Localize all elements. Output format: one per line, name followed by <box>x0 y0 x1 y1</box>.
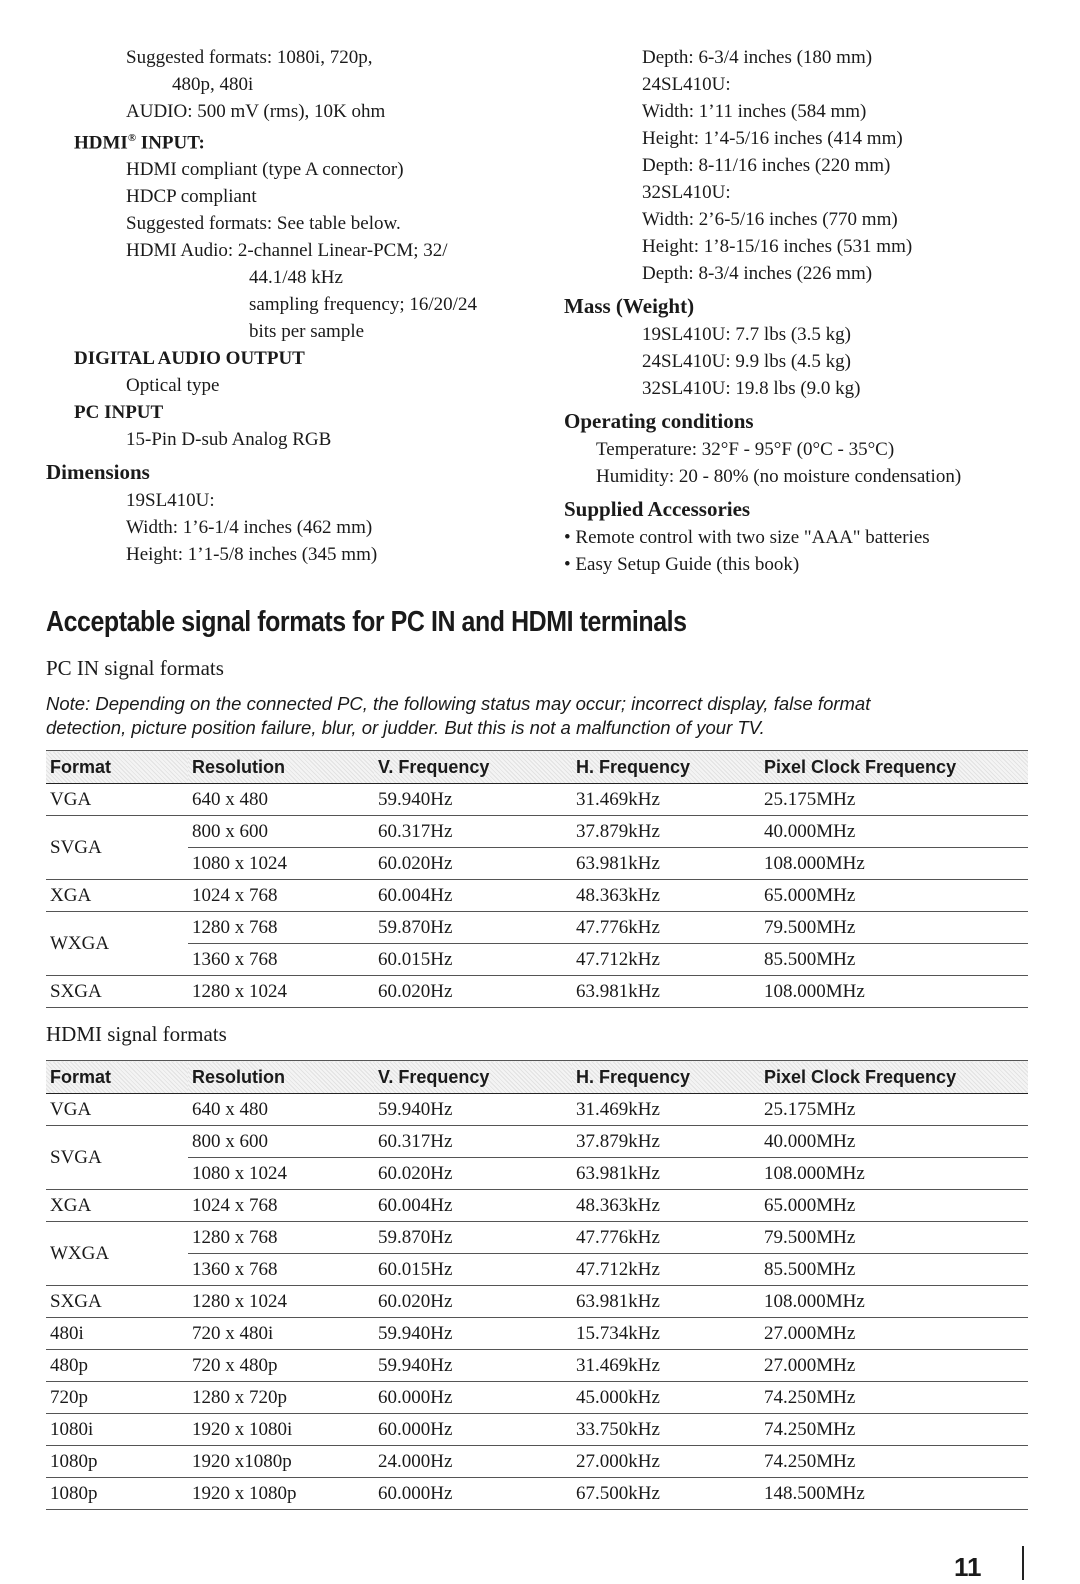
cell-format: XGA <box>46 880 188 912</box>
cell-resolution: 1280 x 768 <box>188 1222 374 1254</box>
cell-h-frequency: 33.750kHz <box>572 1414 760 1446</box>
right-spec-column <box>564 44 1044 578</box>
spec-line: 32SL410U: <box>642 182 731 203</box>
accessory-item: • Easy Setup Guide (this book) <box>564 554 800 575</box>
cell-resolution: 1024 x 768 <box>188 880 374 912</box>
cell-v-frequency: 60.020Hz <box>374 1286 572 1318</box>
cell-pixel-clock: 40.000MHz <box>760 816 1028 848</box>
cell-v-frequency: 60.004Hz <box>374 1190 572 1222</box>
cell-h-frequency: 48.363kHz <box>572 880 760 912</box>
cell-h-frequency: 47.776kHz <box>572 1222 760 1254</box>
table-row <box>46 1350 1028 1382</box>
cell-v-frequency: 59.940Hz <box>374 1350 572 1382</box>
spec-line: AUDIO: 500 mV (rms), 10K ohm <box>126 101 386 122</box>
cell-v-frequency: 60.000Hz <box>374 1478 572 1510</box>
cell-h-frequency: 37.879kHz <box>572 816 760 848</box>
cell-v-frequency: 60.000Hz <box>374 1414 572 1446</box>
cell-pixel-clock: 74.250MHz <box>760 1414 1028 1446</box>
hdmi-section-title: HDMI signal formats <box>46 1022 227 1046</box>
spec-line: Width: 1’6-1/4 inches (462 mm) <box>126 517 373 539</box>
cell-h-frequency: 67.500kHz <box>572 1478 760 1510</box>
spec-line: Width: 2’6-5/16 inches (770 mm) <box>642 209 898 230</box>
cell-pixel-clock: 148.500MHz <box>760 1478 1028 1510</box>
spec-line: 44.1/48 kHz <box>249 267 343 289</box>
cell-resolution: 1280 x 1024 <box>188 1286 374 1318</box>
spec-line: Optical type <box>126 375 220 397</box>
spec-line: 24SL410U: <box>642 74 731 95</box>
table-row <box>46 1222 1028 1254</box>
note-line: detection, picture position failure, blur, or judder. But this is not a malfunction of your TV. <box>46 717 765 738</box>
cell-h-frequency: 31.469kHz <box>572 784 760 816</box>
table-header-row <box>46 1061 1028 1094</box>
spec-line: Humidity: 20 - 80% (no moisture condensation) <box>596 466 962 487</box>
spec-line: Height: 1’8-15/16 inches (531 mm) <box>642 236 913 257</box>
cell-pixel-clock: 65.000MHz <box>760 880 1028 912</box>
cell-h-frequency: 47.712kHz <box>572 944 760 976</box>
cell-v-frequency: 60.317Hz <box>374 1126 572 1158</box>
table-row <box>46 880 1028 912</box>
table-row <box>46 944 1028 976</box>
spec-line: Depth: 6-3/4 inches (180 mm) <box>642 47 873 68</box>
cell-resolution: 1920 x 1080i <box>188 1414 374 1446</box>
mass-heading: Mass (Weight) <box>564 294 695 318</box>
cell-format: SVGA <box>46 816 188 880</box>
cell-format: SVGA <box>46 1126 188 1190</box>
cell-h-frequency: 63.981kHz <box>572 976 760 1008</box>
spec-line: bits per sample <box>249 321 365 343</box>
header-pixel-clock: Pixel Clock Frequency <box>760 1061 1028 1094</box>
cell-v-frequency: 59.940Hz <box>374 1094 572 1126</box>
accessory-item: • Remote control with two size "AAA" batteries <box>564 527 930 548</box>
cell-format: WXGA <box>46 1222 188 1286</box>
cell-v-frequency: 24.000Hz <box>374 1446 572 1478</box>
spec-line: HDMI compliant (type A connector) <box>126 159 404 181</box>
table-row <box>46 1478 1028 1510</box>
table-row <box>46 1286 1028 1318</box>
spec-line: Suggested formats: See table below. <box>126 213 401 235</box>
cell-h-frequency: 37.879kHz <box>572 1126 760 1158</box>
cell-format: 720p <box>46 1382 188 1414</box>
cell-pixel-clock: 74.250MHz <box>760 1446 1028 1478</box>
cell-v-frequency: 60.317Hz <box>374 816 572 848</box>
cell-format: VGA <box>46 1094 188 1126</box>
cell-v-frequency: 59.870Hz <box>374 1222 572 1254</box>
cell-format: SXGA <box>46 1286 188 1318</box>
cell-resolution: 640 x 480 <box>188 784 374 816</box>
cell-format: SXGA <box>46 976 188 1008</box>
table-header-row <box>46 751 1028 784</box>
cell-resolution: 720 x 480i <box>188 1318 374 1350</box>
spec-line: 19SL410U: 7.7 lbs (3.5 kg) <box>642 324 851 345</box>
header-resolution: Resolution <box>188 1061 374 1094</box>
cell-v-frequency: 60.020Hz <box>374 1158 572 1190</box>
cell-resolution: 1920 x 1080p <box>188 1478 374 1510</box>
table-row <box>46 848 1028 880</box>
hdmi-signal-table <box>46 1060 1028 1510</box>
operating-conditions-heading: Operating conditions <box>564 409 754 433</box>
cell-resolution: 1920 x1080p <box>188 1446 374 1478</box>
cell-h-frequency: 63.981kHz <box>572 1158 760 1190</box>
cell-h-frequency: 47.712kHz <box>572 1254 760 1286</box>
cell-h-frequency: 31.469kHz <box>572 1350 760 1382</box>
header-pixel-clock: Pixel Clock Frequency <box>760 751 1028 784</box>
cell-v-frequency: 60.020Hz <box>374 848 572 880</box>
cell-h-frequency: 31.469kHz <box>572 1094 760 1126</box>
cell-format: 1080i <box>46 1414 188 1446</box>
cell-h-frequency: 63.981kHz <box>572 1286 760 1318</box>
cell-h-frequency: 27.000kHz <box>572 1446 760 1478</box>
cell-h-frequency: 47.776kHz <box>572 912 760 944</box>
cell-v-frequency: 60.015Hz <box>374 944 572 976</box>
cell-resolution: 1080 x 1024 <box>188 848 374 880</box>
page-title: Acceptable signal formats for PC IN and HDMI terminals <box>46 606 687 638</box>
table-row <box>46 1414 1028 1446</box>
header-v-frequency: V. Frequency <box>374 1061 572 1094</box>
cell-pixel-clock: 108.000MHz <box>760 848 1028 880</box>
page-number: 11 <box>954 1552 982 1582</box>
table-row <box>46 1190 1028 1222</box>
cell-v-frequency: 60.004Hz <box>374 880 572 912</box>
spec-line: Height: 1’4-5/16 inches (414 mm) <box>642 128 903 149</box>
cell-format: XGA <box>46 1190 188 1222</box>
spec-line: Width: 1’11 inches (584 mm) <box>642 101 867 122</box>
cell-v-frequency: 60.020Hz <box>374 976 572 1008</box>
spec-line: sampling frequency; 16/20/24 <box>249 294 477 316</box>
cell-pixel-clock: 74.250MHz <box>760 1382 1028 1414</box>
cell-pixel-clock: 40.000MHz <box>760 1126 1028 1158</box>
spec-line: HDMI Audio: 2-channel Linear-PCM; 32/ <box>126 240 448 262</box>
cell-pixel-clock: 108.000MHz <box>760 1286 1028 1318</box>
spec-line: 24SL410U: 9.9 lbs (4.5 kg) <box>642 351 851 372</box>
spec-line: 19SL410U: <box>126 490 215 512</box>
table-row <box>46 1254 1028 1286</box>
cell-pixel-clock: 25.175MHz <box>760 1094 1028 1126</box>
table-row <box>46 1382 1028 1414</box>
table-row <box>46 1126 1028 1158</box>
cell-resolution: 1280 x 768 <box>188 912 374 944</box>
supplied-accessories-heading: Supplied Accessories <box>564 497 751 521</box>
pc-section-title: PC IN signal formats <box>46 656 224 680</box>
cell-resolution: 640 x 480 <box>188 1094 374 1126</box>
table-row <box>46 784 1028 816</box>
cell-resolution: 1280 x 1024 <box>188 976 374 1008</box>
spec-line: Height: 1’1-5/8 inches (345 mm) <box>126 544 378 566</box>
header-h-frequency: H. Frequency <box>572 751 760 784</box>
cell-resolution: 1360 x 768 <box>188 944 374 976</box>
cell-h-frequency: 48.363kHz <box>572 1190 760 1222</box>
cell-pixel-clock: 27.000MHz <box>760 1318 1028 1350</box>
cell-resolution: 800 x 600 <box>188 1126 374 1158</box>
table-row <box>46 1158 1028 1190</box>
header-h-frequency: H. Frequency <box>572 1061 760 1094</box>
spec-line: Depth: 8-3/4 inches (226 mm) <box>642 263 873 284</box>
cell-v-frequency: 59.940Hz <box>374 784 572 816</box>
digital-audio-heading: DIGITAL AUDIO OUTPUT <box>74 348 305 370</box>
cell-format: 1080p <box>46 1446 188 1478</box>
header-format: Format <box>46 751 188 784</box>
cell-resolution: 1280 x 720p <box>188 1382 374 1414</box>
cell-pixel-clock: 27.000MHz <box>760 1350 1028 1382</box>
cell-format: 480p <box>46 1350 188 1382</box>
page-divider <box>1022 1546 1024 1580</box>
cell-resolution: 1080 x 1024 <box>188 1158 374 1190</box>
cell-v-frequency: 59.870Hz <box>374 912 572 944</box>
cell-pixel-clock: 25.175MHz <box>760 784 1028 816</box>
spec-line: 15-Pin D-sub Analog RGB <box>126 429 332 451</box>
pc-input-heading: PC INPUT <box>74 402 164 424</box>
cell-resolution: 1024 x 768 <box>188 1190 374 1222</box>
cell-resolution: 1360 x 768 <box>188 1254 374 1286</box>
cell-format: 480i <box>46 1318 188 1350</box>
cell-pixel-clock: 85.500MHz <box>760 1254 1028 1286</box>
cell-h-frequency: 45.000kHz <box>572 1382 760 1414</box>
table-row <box>46 1318 1028 1350</box>
cell-pixel-clock: 85.500MHz <box>760 944 1028 976</box>
table-row <box>46 1446 1028 1478</box>
header-resolution: Resolution <box>188 751 374 784</box>
cell-h-frequency: 15.734kHz <box>572 1318 760 1350</box>
spec-line: 32SL410U: 19.8 lbs (9.0 kg) <box>642 378 861 399</box>
cell-h-frequency: 63.981kHz <box>572 848 760 880</box>
spec-line: 480p, 480i <box>172 74 254 95</box>
header-v-frequency: V. Frequency <box>374 751 572 784</box>
spec-line: Depth: 8-11/16 inches (220 mm) <box>642 155 891 176</box>
cell-format: WXGA <box>46 912 188 976</box>
pc-signal-table <box>46 750 1028 1008</box>
cell-resolution: 800 x 600 <box>188 816 374 848</box>
cell-pixel-clock: 79.500MHz <box>760 912 1028 944</box>
table-row <box>46 976 1028 1008</box>
spec-line: Temperature: 32°F - 95°F (0°C - 35°C) <box>596 439 895 460</box>
cell-pixel-clock: 79.500MHz <box>760 1222 1028 1254</box>
note-line: Note: Depending on the connected PC, the following status may occur; incorrect display, false format <box>46 693 871 714</box>
table-row <box>46 816 1028 848</box>
left-spec-column <box>46 44 546 568</box>
cell-v-frequency: 59.940Hz <box>374 1318 572 1350</box>
spec-line: Suggested formats: 1080i, 720p, <box>126 47 373 68</box>
table-row <box>46 1094 1028 1126</box>
spec-line: HDCP compliant <box>126 186 257 208</box>
table-row <box>46 912 1028 944</box>
cell-v-frequency: 60.000Hz <box>374 1382 572 1414</box>
cell-pixel-clock: 108.000MHz <box>760 1158 1028 1190</box>
cell-format: VGA <box>46 784 188 816</box>
cell-format: 1080p <box>46 1478 188 1510</box>
hdmi-input-heading: HDMI® INPUT: <box>74 132 205 154</box>
cell-pixel-clock: 108.000MHz <box>760 976 1028 1008</box>
cell-pixel-clock: 65.000MHz <box>760 1190 1028 1222</box>
cell-v-frequency: 60.015Hz <box>374 1254 572 1286</box>
dimensions-heading: Dimensions <box>46 460 150 485</box>
note-text <box>46 692 1036 740</box>
cell-resolution: 720 x 480p <box>188 1350 374 1382</box>
header-format: Format <box>46 1061 188 1094</box>
